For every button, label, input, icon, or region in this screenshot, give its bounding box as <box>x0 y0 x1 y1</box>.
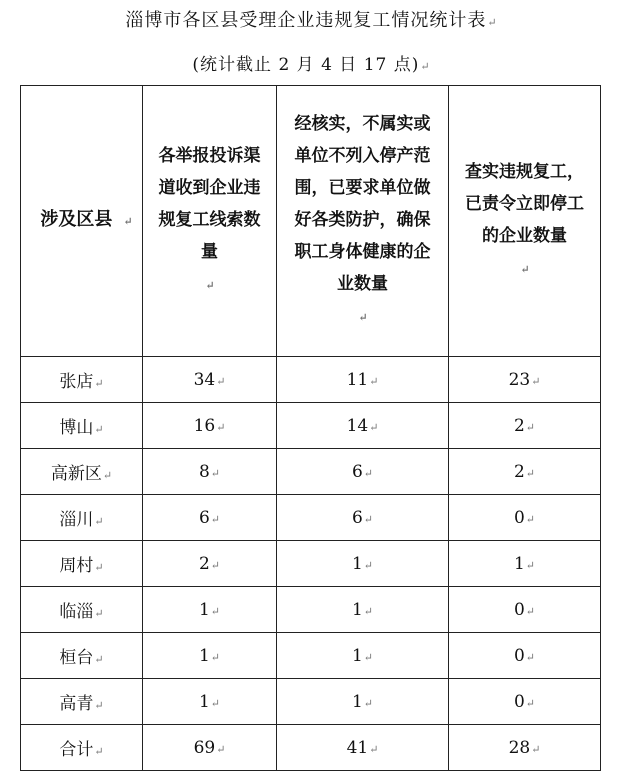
table-row <box>21 449 601 495</box>
table-row <box>21 679 601 725</box>
paragraph-mark-icon: ↵ <box>210 650 221 664</box>
paragraph-mark-icon: ↵ <box>369 374 379 388</box>
cell-verified: 14↵ <box>277 403 449 449</box>
cell-stopped: 0↵ <box>449 633 601 679</box>
paragraph-mark-icon: ↵ <box>94 515 104 528</box>
paragraph-mark-icon: ↵ <box>210 604 221 618</box>
paragraph-mark-icon: ↵ <box>525 558 536 572</box>
paragraph-mark-icon: ↵ <box>210 558 221 572</box>
paragraph-mark-icon: ↵ <box>525 604 536 618</box>
cell-verified: 11↵ <box>277 357 449 403</box>
paragraph-mark-icon: ↵ <box>358 311 368 324</box>
paragraph-mark-icon: ↵ <box>525 650 536 664</box>
paragraph-mark-icon: ↵ <box>216 374 226 388</box>
paragraph-mark-icon: ↵ <box>123 215 133 228</box>
subtitle-text: (统计截止 2 月 4 日 17 点) <box>192 55 420 75</box>
header-leads-received <box>143 86 277 357</box>
paragraph-mark-icon: ↵ <box>94 607 104 620</box>
paragraph-mark-icon: ↵ <box>94 653 104 666</box>
paragraph-mark-icon: ↵ <box>102 469 113 482</box>
table-row <box>21 357 601 403</box>
paragraph-mark-icon: ↵ <box>205 279 215 292</box>
table-row <box>21 495 601 541</box>
cell-district: 临淄↵ <box>21 587 143 633</box>
cell-verified: 1↵ <box>277 541 449 587</box>
paragraph-mark-icon: ↵ <box>531 742 541 756</box>
cell-stopped: 2↵ <box>449 403 601 449</box>
paragraph-mark-icon: ↵ <box>363 604 374 618</box>
cell-leads: 69↵ <box>143 725 277 771</box>
cell-district: 张店↵ <box>21 357 143 403</box>
paragraph-mark-icon: ↵ <box>363 558 374 572</box>
paragraph-mark-icon: ↵ <box>94 745 104 758</box>
paragraph-mark-icon: ↵ <box>363 466 374 480</box>
cell-verified: 1↵ <box>277 633 449 679</box>
paragraph-mark-icon: ↵ <box>94 423 104 436</box>
paragraph-mark-icon: ↵ <box>525 420 536 434</box>
paragraph-mark-icon: ↵ <box>363 512 374 526</box>
cell-stopped: 0↵ <box>449 495 601 541</box>
cell-leads: 6↵ <box>143 495 277 541</box>
header-text: 查实违规复工，已责令立即停工的企业数量 <box>465 162 584 246</box>
cell-leads: 8↵ <box>143 449 277 495</box>
header-text: 各举报投诉渠道收到企业违规复工线索数量 <box>158 146 261 262</box>
cell-district: 合计↵ <box>21 725 143 771</box>
paragraph-mark-icon: ↵ <box>94 377 104 390</box>
cell-stopped: 28↵ <box>449 725 601 771</box>
cell-stopped: 0↵ <box>449 679 601 725</box>
cell-verified: 6↵ <box>277 449 449 495</box>
paragraph-mark-icon: ↵ <box>369 742 379 756</box>
cell-district: 淄川↵ <box>21 495 143 541</box>
table-row <box>21 541 601 587</box>
page-title <box>0 6 623 32</box>
paragraph-mark-icon: ↵ <box>363 650 374 664</box>
cell-leads: 16↵ <box>143 403 277 449</box>
paragraph-mark-icon: ↵ <box>94 561 104 574</box>
paragraph-mark-icon: ↵ <box>487 16 498 29</box>
cell-district: 桓台↵ <box>21 633 143 679</box>
paragraph-mark-icon: ↵ <box>216 742 226 756</box>
header-district <box>21 86 143 357</box>
paragraph-mark-icon: ↵ <box>420 60 431 73</box>
paragraph-mark-icon: ↵ <box>210 512 221 526</box>
paragraph-mark-icon: ↵ <box>210 696 221 710</box>
cell-stopped: 2↵ <box>449 449 601 495</box>
cell-district: 周村↵ <box>21 541 143 587</box>
paragraph-mark-icon: ↵ <box>520 263 530 276</box>
cell-verified: 1↵ <box>277 587 449 633</box>
table-row <box>21 587 601 633</box>
cell-district: 高新区↵ <box>21 449 143 495</box>
header-text: 经核实，不属实或单位不列入停产范围，已要求单位做好各类防护，确保职工身体健康的企业数量 <box>294 114 431 294</box>
header-ordered-to-stop <box>449 86 601 357</box>
paragraph-mark-icon: ↵ <box>94 699 104 712</box>
header-text: 涉及区县 <box>40 209 113 230</box>
cell-stopped: 0↵ <box>449 587 601 633</box>
page-subtitle <box>0 50 623 75</box>
table-row <box>21 403 601 449</box>
table-row <box>21 633 601 679</box>
header-verified-not-true <box>277 86 449 357</box>
cell-leads: 1↵ <box>143 633 277 679</box>
cell-verified: 6↵ <box>277 495 449 541</box>
paragraph-mark-icon: ↵ <box>210 466 221 480</box>
table-header-row <box>21 86 601 357</box>
statistics-table <box>20 85 601 771</box>
paragraph-mark-icon: ↵ <box>525 696 536 710</box>
cell-district: 博山↵ <box>21 403 143 449</box>
paragraph-mark-icon: ↵ <box>525 466 536 480</box>
cell-leads: 2↵ <box>143 541 277 587</box>
paragraph-mark-icon: ↵ <box>216 420 226 434</box>
cell-leads: 34↵ <box>143 357 277 403</box>
cell-verified: 1↵ <box>277 679 449 725</box>
paragraph-mark-icon: ↵ <box>363 696 374 710</box>
paragraph-mark-icon: ↵ <box>531 374 541 388</box>
cell-district: 高青↵ <box>21 679 143 725</box>
cell-leads: 1↵ <box>143 679 277 725</box>
cell-stopped: 23↵ <box>449 357 601 403</box>
table-total-row <box>21 725 601 771</box>
cell-stopped: 1↵ <box>449 541 601 587</box>
cell-verified: 41↵ <box>277 725 449 771</box>
paragraph-mark-icon: ↵ <box>369 420 379 434</box>
paragraph-mark-icon: ↵ <box>525 512 536 526</box>
cell-leads: 1↵ <box>143 587 277 633</box>
title-text: 淄博市各区县受理企业违规复工情况统计表 <box>125 10 487 31</box>
